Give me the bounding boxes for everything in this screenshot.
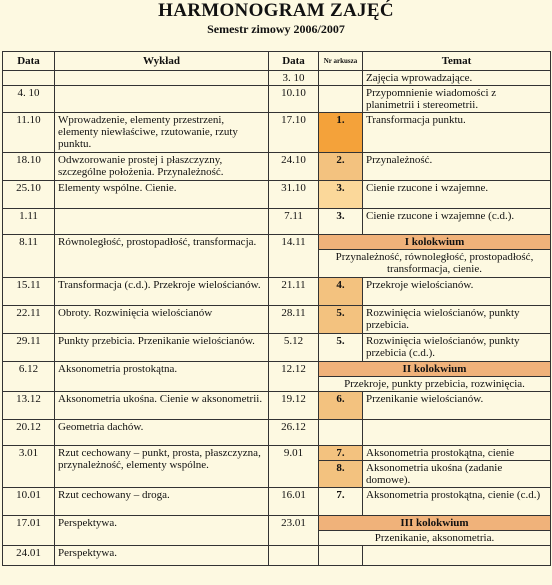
cell-topic: Transformacja punktu. [363, 113, 551, 153]
table-row [3, 209, 551, 235]
table-row [3, 392, 551, 420]
cell-topic: Zajęcia wprowadzające. [363, 71, 551, 86]
cell-lecture-date: 6.12 [3, 362, 55, 392]
table-row [3, 153, 551, 181]
cell-lecture: Rzut cechowany – punkt, prosta, płaszczyzna, przynależność, elementy wspólne. [55, 446, 269, 488]
table-row [3, 71, 551, 86]
cell-lecture-date: 4. 10 [3, 86, 55, 113]
page-title: HARMONOGRAM ZAJĘĆ [158, 0, 394, 21]
cell-lecture: Wprowadzenie, elementy przestrzeni, elementy niewłaściwe, rzutowanie, rzuty punktu. [55, 113, 269, 153]
header-data-2: Data [269, 52, 319, 71]
colloquium-label: III kolokwium [319, 516, 551, 531]
cell-topic: Rozwinięcia wielościanów, punkty przebicia (c.d.). [363, 334, 551, 362]
cell-sheet-number [319, 546, 363, 566]
cell-topic [363, 420, 551, 446]
cell-class-date [269, 546, 319, 566]
cell-topic: Aksonometria prostokątna, cienie [363, 446, 551, 461]
cell-sheet-number: 6. [319, 392, 363, 420]
table-row [3, 516, 551, 531]
cell-class-date: 12.12 [269, 362, 319, 392]
cell-lecture [55, 86, 269, 113]
table-row [3, 306, 551, 334]
page-subtitle: Semestr zimowy 2006/2007 [207, 22, 345, 36]
cell-lecture-date: 22.11 [3, 306, 55, 334]
cell-topic: Rozwinięcia wielościanów, punkty przebicia. [363, 306, 551, 334]
cell-topic: Cienie rzucone i wzajemne. [363, 181, 551, 209]
cell-topic: Przenikanie wielościanów. [363, 392, 551, 420]
cell-class-date: 14.11 [269, 235, 319, 278]
cell-lecture: Aksonometria ukośna. Cienie w aksonometrii. [55, 392, 269, 420]
cell-class-date: 19.12 [269, 392, 319, 420]
cell-sheet-number: 1. [319, 113, 363, 153]
cell-sheet-number [319, 420, 363, 446]
cell-sheet-number: 8. [319, 461, 363, 488]
cell-lecture-date: 8.11 [3, 235, 55, 278]
cell-class-date: 24.10 [269, 153, 319, 181]
table-row [3, 278, 551, 306]
cell-sheet-number: 7. [319, 446, 363, 461]
colloquium-topics: Przenikanie, aksonometria. [319, 531, 551, 546]
cell-lecture-date: 3.01 [3, 446, 55, 488]
table-row [3, 334, 551, 362]
cell-class-date: 3. 10 [269, 71, 319, 86]
cell-class-date: 7.11 [269, 209, 319, 235]
cell-lecture: Geometria dachów. [55, 420, 269, 446]
table-row [3, 488, 551, 516]
table-row [3, 446, 551, 461]
cell-topic [363, 546, 551, 566]
cell-lecture-date: 15.11 [3, 278, 55, 306]
cell-sheet-number: 5. [319, 306, 363, 334]
cell-class-date: 21.11 [269, 278, 319, 306]
header-row [3, 52, 551, 71]
cell-topic: Przypomnienie wiadomości z planimetrii i stereometrii. [363, 86, 551, 113]
cell-lecture-date: 20.12 [3, 420, 55, 446]
cell-class-date: 9.01 [269, 446, 319, 488]
cell-class-date: 28.11 [269, 306, 319, 334]
cell-lecture: Elementy wspólne. Cienie. [55, 181, 269, 209]
cell-lecture-date: 17.01 [3, 516, 55, 546]
cell-lecture: Aksonometria prostokątna. [55, 362, 269, 392]
cell-lecture-date: 1.11 [3, 209, 55, 235]
cell-topic: Przynależność. [363, 153, 551, 181]
cell-lecture-date: 18.10 [3, 153, 55, 181]
cell-class-date: 17.10 [269, 113, 319, 153]
cell-lecture: Perspektywa. [55, 546, 269, 566]
cell-lecture: Obroty. Rozwinięcia wielościanów [55, 306, 269, 334]
cell-class-date: 31.10 [269, 181, 319, 209]
cell-lecture-date: 24.01 [3, 546, 55, 566]
table-row [3, 546, 551, 566]
cell-lecture: Odwzorowanie prostej i płaszczyzny, szczególne położenia. Przynależność. [55, 153, 269, 181]
cell-lecture-date: 11.10 [3, 113, 55, 153]
table-row [3, 86, 551, 113]
cell-lecture-date: 25.10 [3, 181, 55, 209]
header-wyklad: Wykład [55, 52, 269, 71]
header-temat: Temat [363, 52, 551, 71]
colloquium-topics: Przynależność, równoległość, prostopadłość, transformacja, cienie. [319, 250, 551, 278]
cell-sheet-number: 2. [319, 153, 363, 181]
colloquium-label: I kolokwium [319, 235, 551, 250]
cell-lecture: Punkty przebicia. Przenikanie wielościanów. [55, 334, 269, 362]
cell-lecture-date: 29.11 [3, 334, 55, 362]
header-nr-arkusza: Nr arkusza [319, 52, 363, 71]
colloquium-label: II kolokwium [319, 362, 551, 377]
table-row [3, 420, 551, 446]
table-row [3, 362, 551, 377]
cell-lecture [55, 209, 269, 235]
cell-sheet-number: 3. [319, 181, 363, 209]
cell-topic: Aksonometria ukośna (zadanie domowe). [363, 461, 551, 488]
cell-lecture: Równoległość, prostopadłość, transformacja. [55, 235, 269, 278]
cell-lecture-date [3, 71, 55, 86]
cell-class-date: 26.12 [269, 420, 319, 446]
cell-lecture [55, 71, 269, 86]
cell-lecture: Transformacja (c.d.). Przekroje wielościanów. [55, 278, 269, 306]
cell-class-date: 5.12 [269, 334, 319, 362]
cell-sheet-number [319, 86, 363, 113]
cell-sheet-number: 7. [319, 488, 363, 516]
table-row [3, 235, 551, 250]
table-row [3, 181, 551, 209]
schedule-table [2, 51, 551, 566]
cell-sheet-number: 4. [319, 278, 363, 306]
colloquium-topics: Przekroje, punkty przebicia, rozwinięcia. [319, 377, 551, 392]
cell-sheet-number: 3. [319, 209, 363, 235]
cell-topic: Aksonometria prostokątna, cienie (c.d.) [363, 488, 551, 516]
cell-lecture: Rzut cechowany – droga. [55, 488, 269, 516]
cell-class-date: 16.01 [269, 488, 319, 516]
cell-topic: Przekroje wielościanów. [363, 278, 551, 306]
cell-class-date: 23.01 [269, 516, 319, 546]
cell-sheet-number: 5. [319, 334, 363, 362]
table-row [3, 113, 551, 153]
header-data: Data [3, 52, 55, 71]
cell-lecture: Perspektywa. [55, 516, 269, 546]
cell-sheet-number [319, 71, 363, 86]
cell-lecture-date: 13.12 [3, 392, 55, 420]
cell-lecture-date: 10.01 [3, 488, 55, 516]
cell-topic: Cienie rzucone i wzajemne (c.d.). [363, 209, 551, 235]
cell-class-date: 10.10 [269, 86, 319, 113]
